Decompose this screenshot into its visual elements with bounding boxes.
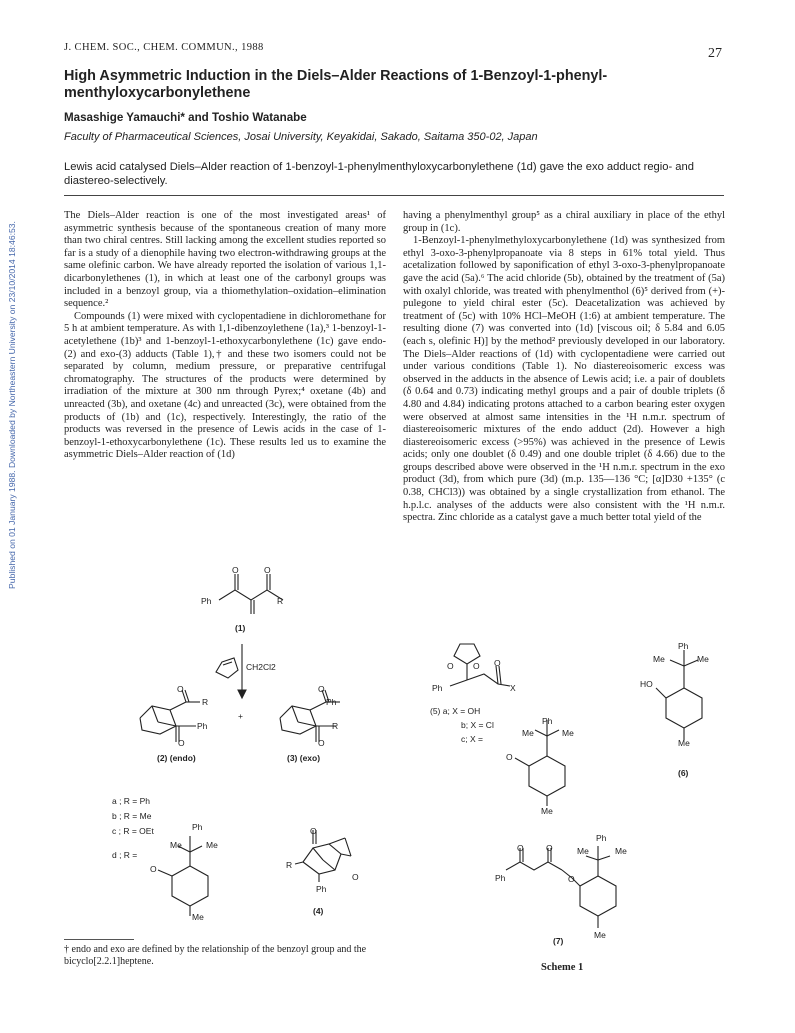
abstract-rule bbox=[64, 195, 724, 196]
methyl-label: Me bbox=[577, 846, 589, 856]
methyl-label: Me bbox=[653, 654, 665, 664]
abstract: Lewis acid catalysed Diels–Alder reaction of 1-benzoyl-1-phenylmenthyloxycarbonylethene (1d) gave the exo adduct regio- and diastereo-selectively. bbox=[64, 161, 694, 187]
r-definition-b: b ; R = Me bbox=[112, 811, 152, 821]
footnote: † endo and exo are defined by the relationship of the benzoyl group and the bicyclo[2.2.1]heptene. bbox=[64, 944, 367, 967]
oxygen-label: O bbox=[494, 658, 501, 668]
methyl-label: Me bbox=[206, 840, 218, 850]
r-label: R bbox=[332, 721, 339, 731]
compound-7-label: (7) bbox=[553, 936, 564, 946]
compound-3-label: (3) (exo) bbox=[287, 753, 321, 763]
methyl-label: Me bbox=[697, 654, 709, 664]
r-definition-d: d ; R = bbox=[112, 850, 138, 860]
oxygen-label: O bbox=[318, 738, 325, 748]
oxygen-label: O bbox=[318, 684, 325, 694]
phenyl-label: Ph bbox=[678, 641, 689, 651]
phenyl-label: Ph bbox=[316, 884, 327, 894]
structure-3 bbox=[270, 688, 360, 748]
methyl-label: Me bbox=[541, 806, 553, 816]
oxygen-label: O bbox=[264, 565, 271, 575]
compound-1-label: (1) bbox=[235, 623, 246, 633]
download-watermark bbox=[2, 200, 16, 620]
compound-4-label: (4) bbox=[313, 906, 324, 916]
phenyl-label: Ph bbox=[495, 873, 506, 883]
structure-phenylmenthyl bbox=[150, 832, 240, 922]
affiliation: Faculty of Pharmaceutical Sciences, Josai University, Keyakidai, Sakado, Saitama 350-02, Japan bbox=[64, 131, 538, 143]
r-definition-c: c ; R = OEt bbox=[112, 826, 154, 836]
paragraph: Compounds (1) were mixed with cyclopentadiene in dichloromethane for 5 h at ambient temperature. As with 1,1-dibenzoylethene (1a),³ 1-benzoyl-1-acetylethene (1b)³ and 1-benzoyl-1-ethoxycarbonylethene (1c) gave endo-(2) and exo-(3) adducts (Table 1),† and these two isomers could not be separated by column, medium pressure, or preparative centrifugal chromatography. The structures of the products were determined by irradiation of the mixture at 300 nm through Pyrex;⁴ oxetane (4b) and unreacted (3b), and oxetane (4c) and unreacted (3c), were obtained from the products of (1b) and (1c), respectively. Interestingly, the ratio of the products was reversed in the presence of Lewis acids in the case of 1-benzoyl-1-ethoxycarbonylethene (1c). These results led us to examine the asymmetric Diels–Alder reaction of (1d) bbox=[64, 310, 386, 461]
oxygen-label: O bbox=[546, 843, 553, 853]
paragraph: 1-Benzoyl-1-phenylmethyloxycarbonylethene (1d) was synthesized from ethyl 3-oxo-3-phenylpropanoate via 8 steps in 61% total yield. Thus acetalization followed by saponification of ethyl 3-oxo-3-phenylpropanoate gave the acid (5a).⁶ The acid chloride (5b), obtained by the treatment of (5a) with oxalyl chloride, was treated with phenylmenthol (6)⁵ derived from (+)-pulegone to yield chiral ester (5c). Deacetalization was achieved by treatment of (5c) with 10% HCl–MeOH (1:6) at ambient temperature. The resulting dione (7) was converted into (1d) [viscous oil; δ 5.84 and 6.05 (each s, olefinic H)] by the method² previously developed in our laboratory. The Diels–Alder reactions of (1d) with cyclopentadiene were carried out under various conditions (Table 1). No diastereoisomeric excess was observed in the adducts in the absence of Lewis acid; i.e. a pair of doublets (δ 0.64 and 0.73) indicating methyl groups and a pair of double triplets (δ 4.80 and 4.84) indicating protons attached to a carbon bearing ester oxygen were observed at almost same intensities in the ¹H n.m.r. spectrum of diastereoisomeric mixtures of the endo adduct (2d). However a high diastereoisomeric excess (>95%) was achieved in the presence of Lewis acids; only one doublet (δ 0.49) and one double triplet (δ 4.66) due to the groups described above were observed in the ¹H n.m.r. spectrum in the exo product (3d), from which pure (3d) (m.p. 135—136 °C; [α]D30 +135° (c 0.38, CHCl3)) was obtained by a single crystallization from ethanol. The h.p.l.c. analyses of the adducts were also consistent with the ¹H n.m.r. spectra. Zinc chloride as a catalyst gave a much better total yield of the bbox=[403, 235, 725, 524]
watermark-text: Published on 01 January 1988. Downloaded by Northeastern University on 23/10/2014 18:46:53. bbox=[7, 221, 17, 589]
oxygen-label: O bbox=[473, 661, 480, 671]
plus-sign: + bbox=[238, 711, 243, 721]
running-header: J. CHEM. SOC., CHEM. COMMUN., 1988 bbox=[64, 42, 264, 53]
methyl-label: Me bbox=[615, 846, 627, 856]
compound-6-label: (6) bbox=[678, 768, 689, 778]
substituent-5c: c; X = bbox=[461, 734, 483, 744]
r-label: R bbox=[202, 697, 209, 707]
oxygen-label: O bbox=[178, 738, 185, 748]
r-label: R bbox=[277, 596, 284, 606]
paragraph: The Diels–Alder reaction is one of the most investigated areas¹ of asymmetric synthesis because of the spontaneous creation of many more than two chiral centres. Still lacking among the excellent studies reported so far is a study of a dienophile having two electron-withdrawing groups at the same olefinic carbon. We have already reported the isolation of various 1,1-dicarbonylethenes (1), in which at least one of the carbonyl groups was included in a benzoyl group, via a thiomethylation–oxidation–elimination sequence.² bbox=[64, 210, 386, 310]
footnote-rule bbox=[64, 939, 134, 940]
phenyl-label: Ph bbox=[197, 721, 208, 731]
compound-2-label: (2) (endo) bbox=[157, 753, 196, 763]
oxygen-label: O bbox=[150, 864, 157, 874]
body-column-right bbox=[403, 210, 725, 525]
hydroxyl-label: HO bbox=[640, 679, 653, 689]
oxygen-label: O bbox=[506, 752, 513, 762]
methyl-label: Me bbox=[522, 728, 534, 738]
phenyl-label: Ph bbox=[542, 716, 553, 726]
methyl-label: Me bbox=[678, 738, 690, 748]
methyl-label: Me bbox=[562, 728, 574, 738]
methyl-label: Me bbox=[192, 912, 204, 922]
authors: Masashige Yamauchi* and Toshio Watanabe bbox=[64, 111, 307, 124]
scheme-caption: Scheme 1 bbox=[541, 962, 584, 973]
substituent-5a: (5) a; X = OH bbox=[430, 706, 481, 716]
oxygen-label: O bbox=[517, 843, 524, 853]
reagent-label: CH2Cl2 bbox=[246, 662, 276, 672]
paragraph: having a phenylmenthyl group⁵ as a chiral auxiliary in place of the ethyl group in (1c). bbox=[403, 210, 725, 234]
phenyl-label: Ph bbox=[432, 683, 443, 693]
x-label: X bbox=[510, 683, 516, 693]
body-column-left bbox=[64, 210, 386, 462]
phenyl-label: Ph bbox=[326, 697, 337, 707]
oxygen-label: O bbox=[352, 872, 359, 882]
oxygen-label: O bbox=[232, 565, 239, 575]
structure-5c-menthyl bbox=[505, 718, 595, 818]
oxygen-label: O bbox=[310, 826, 317, 836]
methyl-label: Me bbox=[170, 840, 182, 850]
r-label: R bbox=[286, 860, 293, 870]
r-definition-a: a ; R = Ph bbox=[112, 796, 151, 806]
phenyl-label: Ph bbox=[596, 833, 607, 843]
oxygen-label: O bbox=[447, 661, 454, 671]
oxygen-label: O bbox=[177, 684, 184, 694]
phenyl-label: Ph bbox=[192, 822, 203, 832]
substituent-5b: b; X = Cl bbox=[461, 720, 494, 730]
page-number: 27 bbox=[708, 46, 722, 61]
methyl-label: Me bbox=[594, 930, 606, 940]
oxygen-label: O bbox=[568, 874, 575, 884]
article-title: High Asymmetric Induction in the Diels–Alder Reactions of 1-Benzoyl-1-phenyl-menthyloxycarbonylethene bbox=[64, 68, 608, 101]
phenyl-label: Ph bbox=[201, 596, 212, 606]
